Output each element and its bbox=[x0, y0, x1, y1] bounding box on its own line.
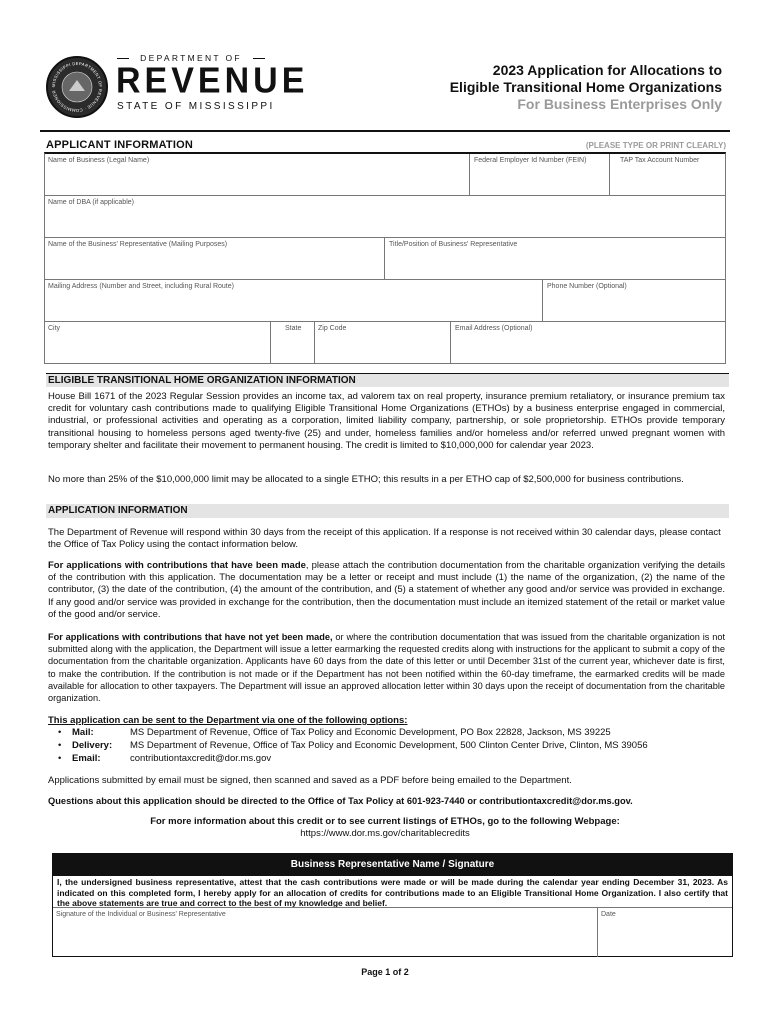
department-seal bbox=[46, 56, 108, 118]
etho-paragraph-2: No more than 25% of the $10,000,000 limit may be allocated to a single ETHO; this results in a per ETHO cap of $2,500,000 for business contributions. bbox=[48, 474, 684, 485]
signature-field[interactable] bbox=[53, 907, 598, 957]
fein-field[interactable] bbox=[470, 154, 610, 196]
tap-account-field[interactable] bbox=[610, 154, 725, 196]
not-made-text: or where the contribution documentation that was issued from the charitable organization is not submitted along with the application, the Department will issue a letter earmarking the requested credits along with instructions for the applicant to submit a copy of the documentation from the charitable organization. Applicants have 60 days from the date of this letter or until December 31st of the current year, whichever date is first, to make the contribution. If the contribution is not made or if the Department has not been notified within the 60-day timeframe, the earmarked credits will be made available for allocation to other taxpayers. The Department will issue an approved allocation letter within 30 days upon the receipt of documentation from the charitable organization. bbox=[48, 632, 726, 704]
method-delivery: • Delivery: MS Department of Revenue, Office of Tax Policy and Economic Development, 500 Clinton Center Drive, Clinton, MS 39056 bbox=[58, 740, 648, 751]
dba-field[interactable] bbox=[45, 196, 725, 238]
print-clearly-note: (PLEASE TYPE OR PRINT CLEARLY) bbox=[585, 141, 726, 150]
revenue-wordmark: REVENUE bbox=[116, 61, 309, 101]
seal-ring bbox=[48, 58, 106, 116]
questions-line: Questions about this application should be directed to the Office of Tax Policy at 601-923-7440 or contributiontaxcredit@dor.ms.gov. bbox=[48, 796, 633, 806]
form-title bbox=[450, 62, 722, 113]
city-field[interactable] bbox=[45, 322, 271, 364]
date-label: Date bbox=[601, 911, 616, 918]
application-heading: APPLICATION INFORMATION bbox=[46, 504, 729, 518]
dba-label: Name of DBA (if applicable) bbox=[48, 199, 134, 206]
title-line-3: For Business Enterprises Only bbox=[517, 96, 722, 112]
rep-name-label: Name of the Business' Representative (Mailing Purposes) bbox=[48, 241, 228, 248]
application-paragraph-1: The Department of Revenue will respond within 30 days from the receipt of this application. If a response is not received within 30 calendar days, please contact the Office of Tax Policy using the contact information below. bbox=[48, 527, 721, 551]
phone-field[interactable] bbox=[543, 280, 725, 322]
zip-field[interactable] bbox=[315, 322, 451, 364]
more-info-line: For more information about this credit or to see current listings of ETHOs, go to the following Webpage: bbox=[150, 816, 620, 827]
rep-name-field[interactable] bbox=[45, 238, 385, 280]
zip-label: Zip Code bbox=[318, 325, 347, 332]
made-contributions-bold: For applications with contributions that have been made bbox=[48, 560, 306, 571]
title-line-1: 2023 Application for Allocations to bbox=[492, 62, 722, 78]
email-field[interactable] bbox=[451, 322, 725, 364]
dept-of-label: DEPARTMENT OF bbox=[117, 53, 265, 65]
rep-title-label: Title/Position of Business' Representative bbox=[389, 241, 518, 248]
method-email: • Email: contributiontaxcredit@dor.ms.gov bbox=[58, 753, 272, 764]
business-name-label: Name of Business (Legal Name) bbox=[48, 157, 150, 164]
mailing-address-field[interactable] bbox=[45, 280, 543, 322]
state-label: STATE OF MISSISSIPPI bbox=[117, 101, 275, 112]
business-name-field[interactable] bbox=[45, 154, 470, 196]
signature-section bbox=[52, 853, 733, 957]
signature-heading: Business Representative Name / Signature bbox=[53, 854, 732, 876]
signature-label: Signature of the Individual or Business' Representative bbox=[56, 911, 226, 918]
made-contributions-text: , please attach the contribution documentation from the charitable organization verifying the details of the contribution with this application. The documentation may be a letter or receipt and must include (1) the name of the organization, (2) the name of the contributor, (3) the date of the contribution, (4) the amount of the contribution, and (5) a statement of whether any good and/or service was provided in exchange. If any good and/or service was provided in exchange for the contribution, then the documentation must include an itemized statement of the retail or market value of the good and/or service. bbox=[48, 560, 725, 620]
not-made-bold: For applications with contributions that have not yet been made, bbox=[48, 632, 333, 642]
page-number: Page 1 of 2 bbox=[361, 967, 409, 977]
applicant-form bbox=[44, 152, 726, 364]
tap-label: TAP Tax Account Number bbox=[620, 157, 700, 164]
email-label: Email Address (Optional) bbox=[455, 325, 533, 332]
email-note: Applications submitted by email must be signed, then scanned and saved as a PDF before being emailed to the Department. bbox=[48, 775, 572, 786]
etho-heading: ELIGIBLE TRANSITIONAL HOME ORGANIZATION INFORMATION bbox=[46, 373, 729, 387]
state-label-field: State bbox=[285, 325, 302, 332]
title-line-2: Eligible Transitional Home Organizations bbox=[449, 79, 722, 95]
method-mail: • Mail: MS Department of Revenue, Office of Tax Policy and Economic Development, PO Box 22828, Jackson, MS 39225 bbox=[58, 727, 611, 738]
mailing-label: Mailing Address (Number and Street, including Rural Route) bbox=[48, 283, 234, 290]
state-field[interactable] bbox=[271, 322, 315, 364]
applicant-heading: APPLICANT INFORMATION bbox=[46, 139, 193, 151]
rep-title-field[interactable] bbox=[385, 238, 725, 280]
phone-label: Phone Number (Optional) bbox=[547, 283, 627, 290]
charitable-credits-url[interactable]: https://www.dor.ms.gov/charitablecredits bbox=[300, 828, 470, 839]
header-divider bbox=[40, 130, 730, 132]
application-paragraph-3 bbox=[48, 631, 725, 704]
attestation-text: I, the undersigned business representative, attest that the cash contributions were made or will be made during the calendar year ending December 31, 2023. As indicated on this completed form, I hereby apply for an allocation of credits for contributions made to an Eligible Transitional Home Organization. I also certify that the above statements are true and correct to the best of my knowledge and belief. bbox=[57, 877, 728, 908]
contribution-email-link[interactable]: contributiontaxcredit@dor.ms.gov bbox=[130, 753, 272, 764]
city-label: City bbox=[48, 325, 61, 332]
svg-text:MISSISSIPPI DEPARTMENT OF REVE: MISSISSIPPI DEPARTMENT OF REVENUE · COMMISSIONER · bbox=[50, 60, 104, 114]
fein-label: Federal Employer Id Number (FEIN) bbox=[474, 157, 587, 164]
application-paragraph-2 bbox=[48, 560, 725, 621]
date-field[interactable] bbox=[598, 907, 732, 957]
methods-intro: This application can be sent to the Department via one of the following options: bbox=[48, 715, 408, 726]
etho-paragraph-1: House Bill 1671 of the 2023 Regular Session provides an income tax, ad valorem tax on real property, insurance premium retaliatory, or insurance premium tax credit for voluntary cash contributions made to qualifying Eligible Transitional Home Organizations (ETHOs) by a business enterprise engaged in commercial, industrial, or professional activities and operating as a corporation, limited liability company, partnership, or sole proprietorship. ETHOs provide temporary transitional housing to homeless persons aged twenty-five (25) and under, homeless families and/or homeless and/or referred unwed pregnant women with temporary shelter and facilitate their movement to permanent housing. The credit is limited to $10,000,000 for calendar year 2023. bbox=[48, 391, 725, 451]
